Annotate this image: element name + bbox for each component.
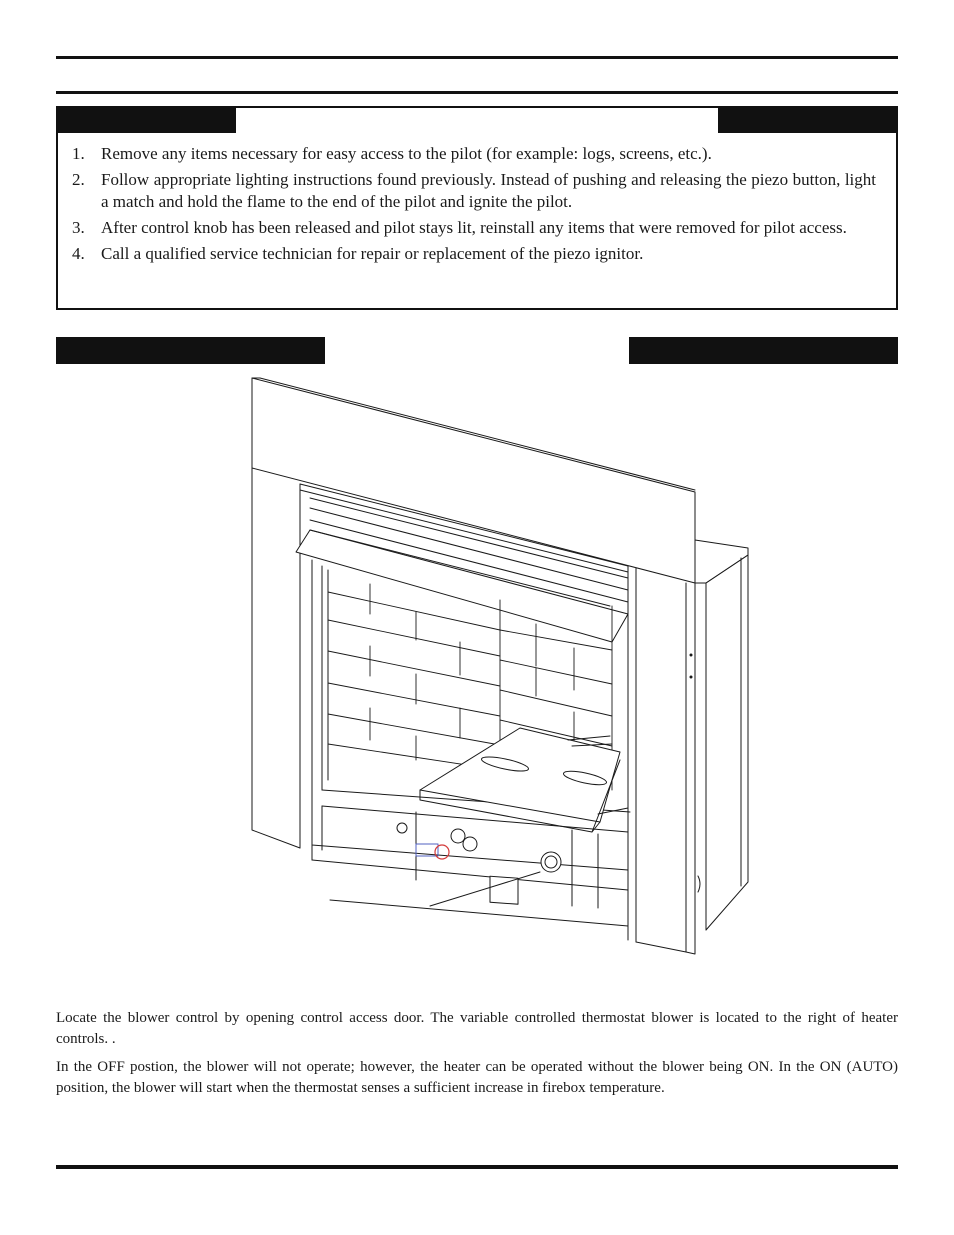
piezo-ignitor-icon: [416, 844, 449, 859]
step-text: Remove any items necessary for easy access to the pilot (for example: logs, screens, etc.).: [101, 144, 712, 163]
blower-control-knob-icon: [541, 852, 561, 872]
step-text: After control knob has been released and pilot stays lit, reinstall any items that were removed for pilot access.: [101, 218, 847, 237]
footer-rule: [56, 1165, 898, 1169]
blower-location-paragraph: Locate the blower control by opening control access door. The variable controlled thermostat blower is located to the right of heater controls. .: [56, 1010, 898, 1047]
step-number: 4.: [72, 244, 85, 263]
step-number: 3.: [72, 218, 85, 237]
blower-operation-paragraph: In the OFF postion, the blower will not operate; however, the heater can be operated without the blower being ON. In the ON (AUTO) position, the blower will start when the thermostat senses a sufficient increase in firebox temperature.: [56, 1059, 898, 1096]
step-number: 2.: [72, 170, 85, 189]
burner-tray: [420, 728, 628, 832]
step-number: 1.: [72, 144, 85, 163]
step-text: Follow appropriate lighting instructions found previously. Instead of pushing and releasing the piezo button, light a match and hold the flame to the end of the pilot and ignite the pilot.: [101, 170, 876, 211]
step-text: Call a qualified service technician for repair or replacement of the piezo ignitor.: [101, 244, 644, 263]
blower-leader-line: [430, 872, 540, 906]
